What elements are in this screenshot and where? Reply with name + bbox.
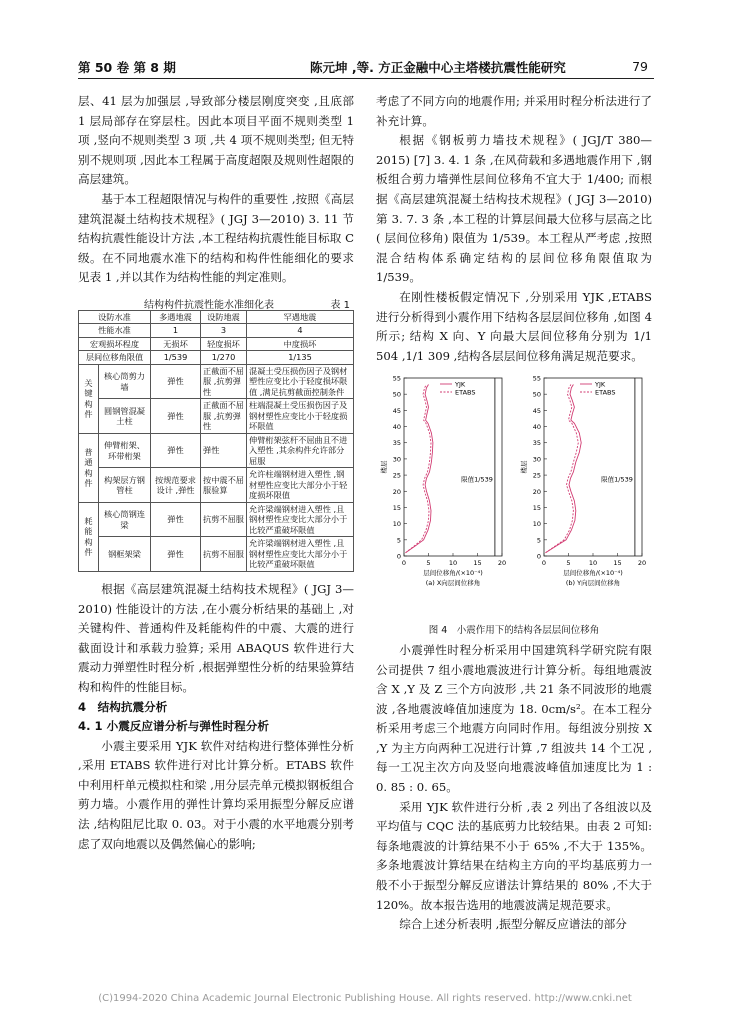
paragraph: 综合上述分析表明 ,振型分解反应谱法的部分 <box>399 917 627 932</box>
y-tick-label: 45 <box>392 407 401 416</box>
table-cell: 1 <box>151 324 201 338</box>
page-number: 79 <box>632 59 648 74</box>
x-axis-label: 层间位移角/(×10⁻⁴) <box>423 569 483 578</box>
component-name: 核心筒剪力墙 <box>99 364 151 399</box>
component-name: 核心筒钢连梁 <box>99 502 151 537</box>
y-tick-label: 50 <box>392 390 401 399</box>
y-axis-label: 楼层 <box>520 460 528 474</box>
x-tick-label: 0 <box>541 559 547 568</box>
component-name: 圆钢管混凝土柱 <box>99 399 151 434</box>
paragraph: 采用 YJK 软件进行分析 ,表 2 列出了各组波以及平均值与 CQC 法的基底剪力比较结果。由表 2 可知: 每条地震波的计算结果不小于 65% ,不大于 135%。多条地震波计算结果在结构主方向的平均基底剪力一般不小于振型分解反应谱法计算结果的 80% ,不大于 120%。故本报告选用的地震波满足规范要求。 <box>376 799 652 912</box>
table-cell: 允许柱端钢材进入塑性 ,钢材塑性应变比大部分小于轻度损坏限值 <box>247 468 354 503</box>
y-tick-label: 35 <box>392 439 401 448</box>
table-cell: 1/135 <box>247 351 354 365</box>
paragraph: 小震主要采用 YJK 软件对结构进行整体弹性分析 ,采用 ETABS 软件进行对比计算分析。ETABS 软件中利用杆单元模拟柱和梁 ,用分层壳单元模拟钢板组合剪力墙。小震作用的弹性计算均采用振型分解反应谱法 ,结构阻尼比取 0. 03。对于小震的水平地震分别考虑了双向地震以及偶然偏心的影响; <box>78 738 354 851</box>
y-tick-label: 20 <box>532 488 541 497</box>
y-tick-label: 5 <box>536 536 541 545</box>
panel-title: (a) X向层间位移角 <box>425 579 481 588</box>
table-cell: 4 <box>247 324 354 338</box>
x-axis-label: 层间位移角/(×10⁻⁴) <box>563 569 623 578</box>
row-label: 宏观损坏程度 <box>79 337 151 351</box>
paragraph: 在刚性楼板假定情况下 ,分别采用 YJK ,ETABS 进行分析得到小震作用下结构各层层间位移角 ,如图 4 所示; 结构 X 向、Y 向最大层间位移角分别为 1/1 504 ,1/1 309 ,结构各层层间位移角满足规范要求。 <box>376 289 652 363</box>
x-tick-label: 20 <box>637 559 647 568</box>
plot-frame <box>404 378 502 556</box>
x-tick-label: 20 <box>497 559 507 568</box>
x-tick-label: 0 <box>401 559 407 568</box>
y-tick-label: 15 <box>392 504 401 513</box>
limit-label: 限值1/539 <box>601 475 633 484</box>
table-cell: 柱端混凝土受压损伤因子及钢材塑性应变比小于轻度损坏限值 <box>247 399 354 434</box>
component-name: 构架层方钢管柱 <box>99 468 151 503</box>
running-header <box>78 56 654 79</box>
paragraph: 根据《高层建筑混凝土结构技术规程》( JGJ 3—2010) 性能设计的方法 ,在小震分析结果的基础上 ,对关键构件、普通构件及耗能构件的中震、大震的进行截面设计和承载力验算; 采用 ABAQUS 软件进行大震动力弹塑性时程分析 ,根据弹塑性分析的结果验算结构和构件的性能目标。 <box>78 581 354 694</box>
legend-label: YJK <box>455 380 466 389</box>
y-tick-label: 15 <box>532 504 541 513</box>
table-header: 设防水准 <box>79 310 151 324</box>
paragraph: 层、41 层为加强层 ,导致部分楼层刚度突变 ,且底部 1 层局部存在穿层柱。因此本项目平面不规则类型 1 项 ,竖向不规则类型 3 项 ,共 4 项不规则类型; 但无特别不规则项 ,因此本工程属于高度超限及规则性超限的高层建筑。 <box>78 94 354 187</box>
table-cell: 正截面不屈服 ,抗剪弹性 <box>201 364 247 399</box>
y-tick-label: 55 <box>392 374 401 383</box>
x-tick-label: 15 <box>473 559 482 568</box>
x-tick-label: 15 <box>613 559 622 568</box>
y-tick-label: 30 <box>532 455 541 464</box>
y-tick-label: 25 <box>532 471 541 480</box>
table-cell: 伸臂桁架弦杆不屈曲且不进入塑性 ,其余构件允许部分屈服 <box>247 433 354 468</box>
figure-4 <box>376 370 652 615</box>
row-label: 性能水准 <box>79 324 151 338</box>
table-cell: 允许梁端钢材进入塑性 ,且钢材塑性应变比大部分小于比较严重破坏限值 <box>247 502 354 537</box>
table-number: 表 1 <box>330 299 350 311</box>
y-tick-label: 50 <box>532 390 541 399</box>
table-caption <box>78 294 354 310</box>
table-cell: 1/539 <box>151 351 201 365</box>
left-column <box>78 92 354 854</box>
table-cell: 轻度损坏 <box>201 337 247 351</box>
article-title: 陈元坤 ,等. 方正金融中心主塔楼抗震性能研究 <box>310 60 566 75</box>
paragraph: 基于本工程超限情况与构件的重要性 ,按照《高层建筑混凝土结构技术规程》( JGJ 3—2010) 3. 11 节结构抗震性能设计方法 ,本工程结构抗震性能目标取 C 级。在不同地震水准下的结构和构件性能细化的要求见表 1 ,并以其作为结构性能的判定准则。 <box>78 191 354 285</box>
x-tick-label: 5 <box>566 559 571 568</box>
y-tick-label: 5 <box>396 536 401 545</box>
table-cell: 按中震不屈服验算 <box>201 468 247 503</box>
table-cell: 1/270 <box>201 351 247 365</box>
plot-frame <box>544 378 642 556</box>
y-tick-label: 10 <box>532 520 541 529</box>
component-name: 钢框架梁 <box>99 537 151 572</box>
table-cell: 弹性 <box>151 364 201 399</box>
table-cell: 弹性 <box>151 537 201 572</box>
section-heading: 4 结构抗震分析 <box>78 699 168 714</box>
y-tick-label: 40 <box>392 423 401 432</box>
legend-label: YJK <box>595 380 606 389</box>
y-tick-label: 0 <box>396 552 401 561</box>
y-tick-label: 30 <box>392 455 401 464</box>
table-cell: 允许梁端钢材进入塑性 ,且钢材塑性应变比大部分小于比较严重破坏限值 <box>247 537 354 572</box>
right-column <box>376 92 652 935</box>
component-name: 伸臂桁架、环带桁架 <box>99 433 151 468</box>
series-line-yjk <box>406 385 433 553</box>
table-cell: 抗剪不屈服 <box>201 537 247 572</box>
paragraph: 小震弹性时程分析采用中国建筑科学研究院有限公司提供 7 组小震地震波进行计算分析。每组地震波含 X ,Y 及 Z 三个方向波形 ,共 21 条不同波形的地震波 ,各地震波峰值加速度为 18. 0cm/s²。在本工程分析采用考虑三个地震方向同时作用。每组波分别按 X ,Y 为主方向两种工况进行计算 ,7 组波共 14 个工况 ,每一工况主次方向及竖向地震波峰值加速度比为 1 : 0. 85 : 0. 65。 <box>376 642 652 795</box>
legend-label: ETABS <box>595 388 616 397</box>
journal-volume: 第 50 卷 第 8 期 <box>78 60 176 75</box>
table-header: 罕遇地震 <box>247 310 354 324</box>
group-label: 普通构件 <box>79 433 99 502</box>
series-line-yjk <box>546 385 582 553</box>
table-header: 多遇地震 <box>151 310 201 324</box>
figure-caption: 图 4 小震作用下的结构各层层间位移角 <box>428 625 600 637</box>
table-cell: 混凝土受压损伤因子及钢材塑性应变比小于轻度损坏限值 ,满足抗剪截面控制条件 <box>247 364 354 399</box>
table-cell: 弹性 <box>151 433 201 468</box>
performance-table <box>78 310 354 572</box>
copyright-footer: (C)1994-2020 China Academic Journal Electronic Publishing House. All rights reserved. http://www.cnki.net <box>98 993 632 1004</box>
x-tick-label: 10 <box>448 559 458 568</box>
y-tick-label: 0 <box>536 552 541 561</box>
x-tick-label: 5 <box>426 559 431 568</box>
y-tick-label: 35 <box>532 439 541 448</box>
x-tick-label: 10 <box>588 559 598 568</box>
limit-label: 限值1/539 <box>461 475 493 484</box>
table-cell: 无损坏 <box>151 337 201 351</box>
series-line-etabs <box>406 385 432 553</box>
table-cell: 弹性 <box>151 502 201 537</box>
panel-title: (b) Y向层间位移角 <box>565 579 621 588</box>
table-cell: 弹性 <box>151 399 201 434</box>
table-title: 结构构件抗震性能水准细化表 <box>144 299 274 311</box>
subsection-heading: 4. 1 小震反应谱分析与弹性时程分析 <box>78 719 269 734</box>
table-cell: 弹性 <box>201 433 247 468</box>
y-tick-label: 25 <box>392 471 401 480</box>
y-tick-label: 45 <box>532 407 541 416</box>
legend-label: ETABS <box>455 388 476 397</box>
drift-chart-figure <box>376 370 652 615</box>
y-axis-label: 楼层 <box>380 460 388 474</box>
paragraph: 根据《钢板剪力墙技术规程》( JGJ/T 380—2015) [7] 3. 4. 1 条 ,在风荷载和多遇地震作用下 ,钢板组合剪力墙弹性层间位移角不宜大于 1/400; 而根据《高层建筑混凝土结构技术规程》( JGJ 3—2010) 第 3. 7. 3 条 ,本工程的计算层间最大位移与层高之比( 层间位移角) 限值为 1/539。本工程从严考虑 ,按照混合结构体系确定结构的层间位移角限值取为 1/539。 <box>376 133 652 285</box>
y-tick-label: 40 <box>532 423 541 432</box>
table-header: 设防地震 <box>201 310 247 324</box>
y-tick-label: 55 <box>532 374 541 383</box>
y-tick-label: 20 <box>392 488 401 497</box>
table-cell: 3 <box>201 324 247 338</box>
y-tick-label: 10 <box>392 520 401 529</box>
table-cell: 抗剪不屈服 <box>201 502 247 537</box>
group-label: 耗能构件 <box>79 502 99 571</box>
table-cell: 按规范要求设计 ,弹性 <box>151 468 201 503</box>
paragraph: 考虑了不同方向的地震作用; 并采用时程分析法进行了补充计算。 <box>376 94 652 128</box>
row-label: 层间位移角限值 <box>79 351 151 365</box>
group-label: 关键构件 <box>79 364 99 433</box>
table-cell: 正截面不屈服 ,抗剪弹性 <box>201 399 247 434</box>
table-cell: 中度损坏 <box>247 337 354 351</box>
